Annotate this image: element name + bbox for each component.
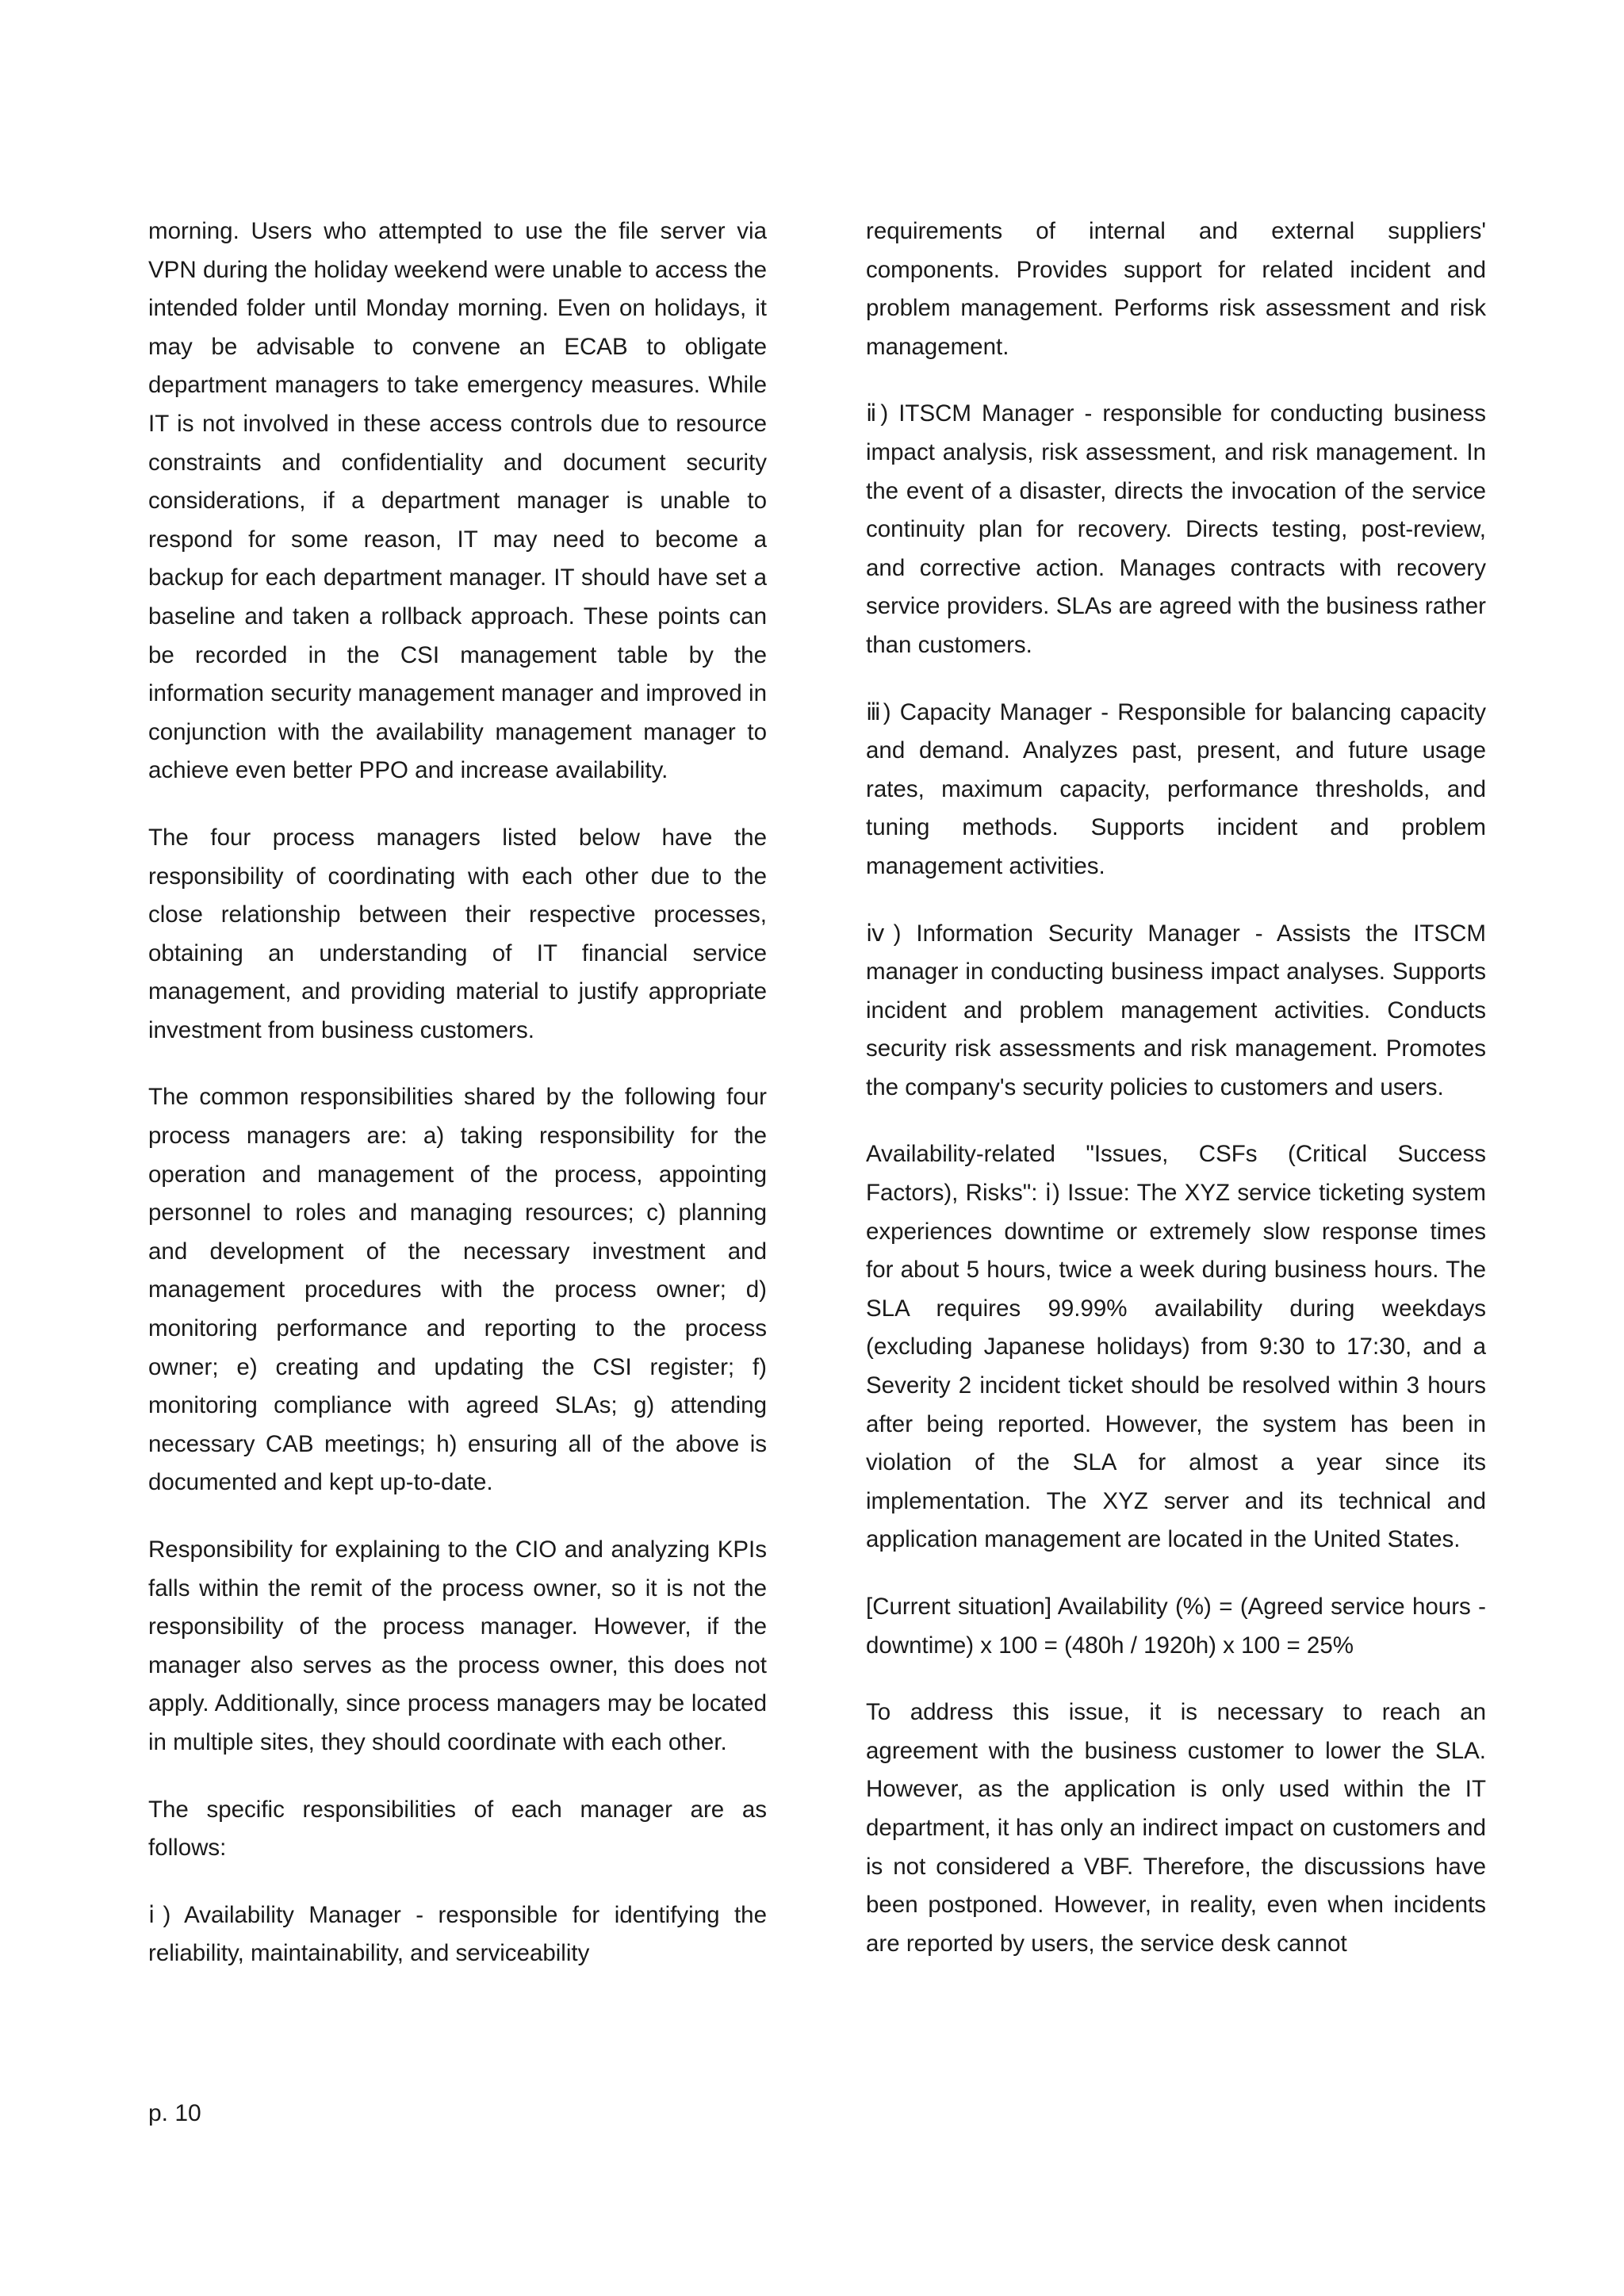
paragraph-availability-issues: Availability-related "Issues, CSFs (Critical Success Factors), Risks": ⅰ) Issue: The XYZ service ticketing system experiences downtime or extremely slow response times for about 5 hours, twice a week during business hours. The SLA requires 99.99% availability during weekdays (excluding Japanese holidays) from 9:30 to 17:30, and a Severity 2 incident ticket should be resolved within 3 hours after being reported. However, the system has been in violation of the SLA for almost a year since its implementation. The XYZ server and its technical and application management are located in the United States.: [866, 1141, 1486, 1553]
paragraph-supplier-requirements: requirements of internal and external suppliers' components. Provides support for related incident and problem management. Performs risk assessment and risk management.: [866, 218, 1486, 360]
paragraph-information-security-manager: ⅳ) Information Security Manager - Assists the ITSCM manager in conducting business impact analyses. Supports incident and problem management activities. Conducts security risk assessments and risk management. Promotes the company's security policies to customers and users.: [866, 920, 1486, 1100]
paragraph-capacity-manager: ⅲ) Capacity Manager - Responsible for balancing capacity and demand. Analyzes past, present, and future usage rates, maximum capacity, performance thresholds, and tuning methods. Supports incident and problem management activities.: [866, 698, 1486, 879]
left-column: [148, 212, 767, 1973]
paragraph-process-owner-kpis: Responsibility for explaining to the CIO and analyzing KPIs falls within the remit of the process owner, so it is not the responsibility of the process manager. However, if the manager also serves as the process owner, this does not apply. Additionally, since process managers may be located in multiple sites, they should coordinate with each other.: [148, 1536, 767, 1755]
paragraph-four-process-managers: The four process managers listed below have the responsibility of coordinating with each other due to the close relationship between their respective processes, obtaining an understanding of IT financial service management, and providing material to justify appropriate investment from business customers.: [148, 824, 767, 1043]
paragraph-specific-responsibilities-intro: The specific responsibilities of each manager are as follows:: [148, 1796, 767, 1862]
paragraph-itscm-manager: ⅱ) ITSCM Manager - responsible for conducting business impact analysis, risk assessment, and risk management. In the event of a disaster, directs the invocation of the service continuity plan for recovery. Directs testing, post-review, and corrective action. Manages contracts with recovery service providers. SLAs are agreed with the business rather than customers.: [866, 400, 1486, 658]
right-column: [866, 212, 1486, 1963]
page-number: p. 10: [148, 2100, 201, 2126]
paragraph-holiday-access: morning. Users who attempted to use the file server via VPN during the holiday weekend were unable to access the intended folder until Monday morning. Even on holidays, it may be advisable to convene an ECAB to obligate department managers to take emergency measures. While IT is not involved in these access controls due to resource constraints and confidentiality and document security considerations, if a department manager is unable to respond for some reason, IT may need to become a backup for each department manager. IT should have set a baseline and taken a rollback approach. These points can be recorded in the CSI management table by the information security management manager and improved in conjunction with the availability management manager to achieve even better PPO and increase availability.: [148, 218, 767, 784]
paragraph-address-issue: To address this issue, it is necessary to reach an agreement with the business customer to lower the SLA. However, as the application is only used within the IT department, it has only an indirect impact on customers and is not considered a VBF. Therefore, the discussions have been postponed. However, in reality, even when incidents are reported by users, the service desk cannot: [866, 1699, 1486, 1957]
paragraph-availability-manager: ⅰ) Availability Manager - responsible for identifying the reliability, maintainability, and serviceability: [148, 1901, 767, 1967]
paragraph-common-responsibilities: The common responsibilities shared by the following four process managers are: a) taking responsibility for the operation and management of the process, appointing personnel to roles and managing resources; c) planning and development of the necessary investment and management procedures with the process owner; d) monitoring performance and reporting to the process owner; e) creating and updating the CSI register; f) monitoring compliance with agreed SLAs; g) attending necessary CAB meetings; h) ensuring all of the above is documented and kept up-to-date.: [148, 1084, 767, 1496]
paragraph-current-situation: [Current situation] Availability (%) = (Agreed service hours - downtime) x 100 = (480h / 1920h) x 100 = 25%: [866, 1594, 1486, 1659]
